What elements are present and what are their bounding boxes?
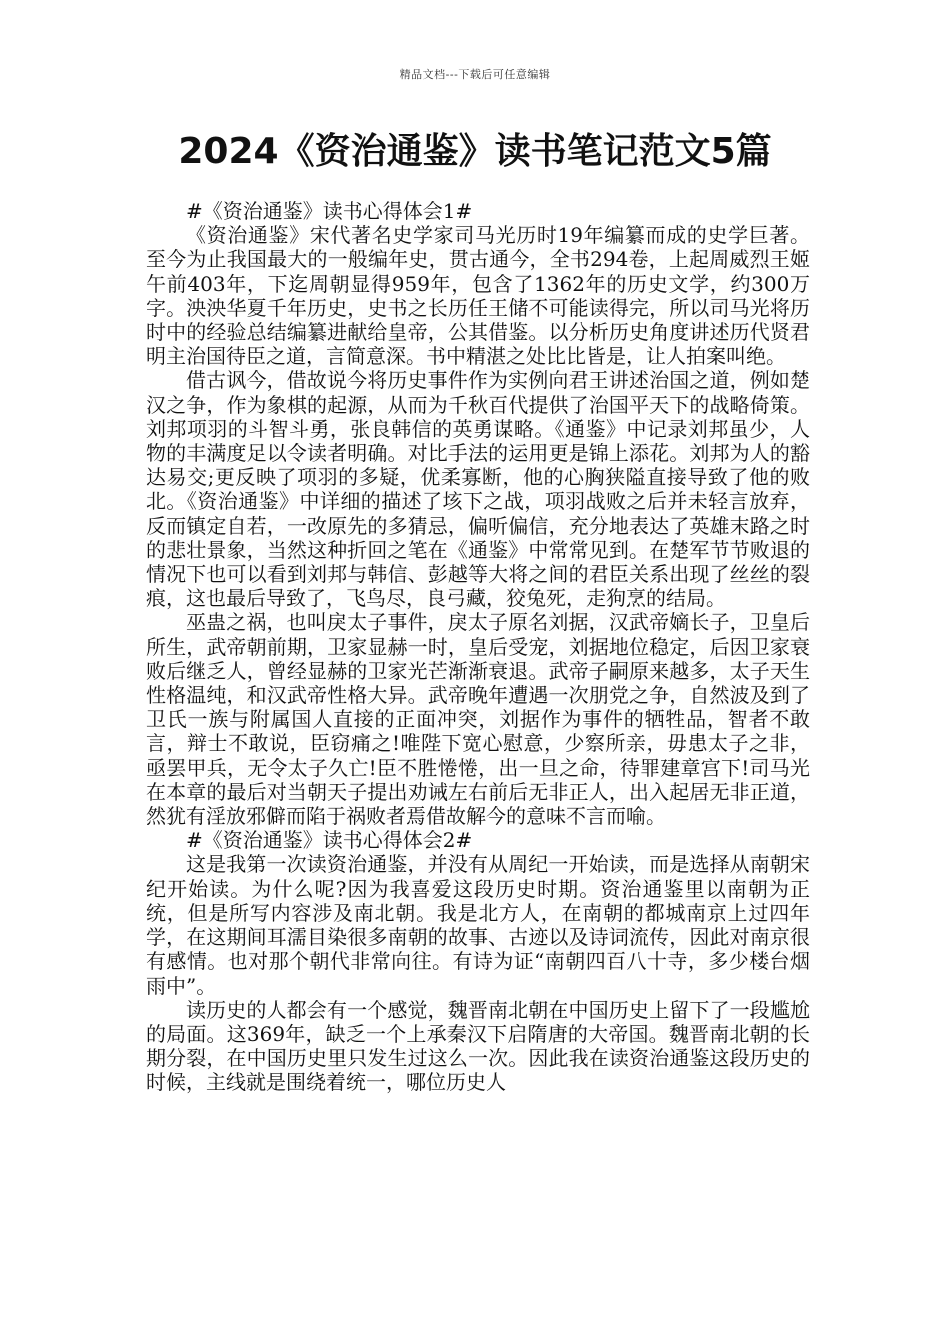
section-heading: #《资治通鉴》读书心得体会1# (186, 199, 473, 223)
paragraph: 巫蛊之祸，也叫戾太子事件，戾太子原名刘据，汉武帝嫡长子，卫皇后所生，武帝朝前期，卫家显赫一时，皇后受宠，刘据地位稳定，后因卫家衰败后继乏人，曾经显赫的卫家光芒渐渐衰退。武帝子嗣原来越多，太子天生性格温纯，和汉武帝性格大异。武帝晚年遭遇一次朋党之争，自然波及到了卫氏一族与附属国人直接的正面冲突，刘据作为事件的牺牲品，智者不敢言，辩士不敢说，臣窃痛之!唯陛下宽心慰意，少察所亲，毋患太子之非，亟罢甲兵，无令太子久亡!臣不胜惓惓，出一旦之命，待罪建章宫下!司马光在本章的最后对当朝天子提出劝诫左右前后无非正人，出入起居无非正道，然犹有淫放邪僻而陷于祸败者焉借故解今的意味不言而喻。 (146, 610, 810, 829)
document-body (146, 199, 810, 1095)
paragraph: 读历史的人都会有一个感觉，魏晋南北朝在中国历史上留下了一段尴尬的局面。这369年，缺乏一个上承秦汉下启隋唐的大帝国。魏晋南北朝的长期分裂，在中国历史里只发生过这么一次。因此我在读资治通鉴这段历史的时候，主线就是围绕着统一，哪位历史人 (146, 997, 810, 1095)
paragraph: 借古讽今，借故说今将历史事件作为实例向君王讲述治国之道，例如楚汉之争，作为象棋的起源，从而为千秋百代提供了治国平天下的战略倚策。刘邦项羽的斗智斗勇，张良韩信的英勇谋略。《通鉴》中记录刘邦虽少，人物的丰满度足以令读者明确。对比手法的运用更是锦上添花。刘邦为人的豁达易交;更反映了项羽的多疑，优柔寡断，他的心胸狭隘直接导致了他的败北。《资治通鉴》中详细的描述了垓下之战，项羽战败之后并未轻言放弃，反而镇定自若，一改原先的多猜忌，偏听偏信，充分地表达了英雄末路之时的悲壮景象，当然这种折回之笔在《通鉴》中常常见到。在楚军节节败退的情况下也可以看到刘邦与韩信、彭越等大将之间的君臣关系出现了丝丝的裂痕，这也最后导致了，飞鸟尽，良弓藏，狡兔死，走狗烹的结局。 (146, 368, 810, 611)
header-note: 精品文档---下载后可任意编辑 (399, 68, 551, 81)
paragraph: 这是我第一次读资治通鉴，并没有从周纪一开始读，而是选择从南朝宋纪开始读。为什么呢?因为我喜爱这段历史时期。资治通鉴里以南朝为正统，但是所写内容涉及南北朝。我是北方人，在南朝的都城南京上过四年学，在这期间耳濡目染很多南朝的故事、古迹以及诗词流传，因此对南京很有感情。也对那个朝代非常向往。有诗为证“南朝四百八十寺，多少楼台烟雨中”。 (146, 852, 810, 998)
document-title: 2024《资治通鉴》读书笔记范文5篇 (178, 131, 772, 172)
paragraph: 《资治通鉴》宋代著名史学家司马光历时19年编纂而成的史学巨著。至今为止我国最大的一般编年史，贯古通今，全书294卷，上起周威烈王姬午前403年，下迄周朝显得959年，包含了1362年的历史文学，约300万字。泱泱华夏千年历史，史书之长历任王储不可能读得完，所以司马光将历时中的经验总结编纂进献给皇帝，公其借鉴。以分析历史角度讲述历代贤君明主治国待臣之道，言简意深。书中精湛之处比比皆是，让人拍案叫绝。 (146, 223, 810, 369)
section-heading: #《资治通鉴》读书心得体会2# (186, 828, 473, 853)
